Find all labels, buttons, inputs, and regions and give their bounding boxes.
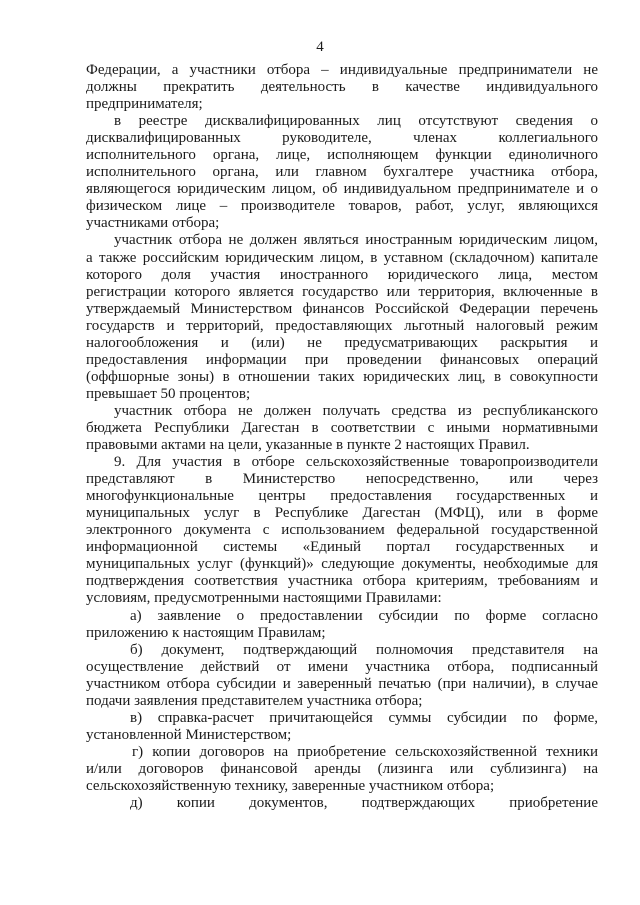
document-body bbox=[86, 62, 598, 812]
text-line: государств и территорий, предоставляющих льготный налоговый режим bbox=[86, 317, 598, 334]
text-line: в) справка-расчет причитающейся суммы субсидии по форме, bbox=[130, 709, 598, 726]
text-line: которого доля участия иностранного юридического лица, местом bbox=[86, 266, 598, 283]
text-line: представляют в Министерство непосредственно, или через bbox=[86, 471, 598, 488]
text-line: д) копии документов, подтверждающих приобретение bbox=[130, 795, 598, 812]
text-line: бюджета Республики Дагестан в соответствии с иными нормативными bbox=[86, 419, 598, 436]
text-line: налогообложения и (или) не предусматривающих раскрытия и bbox=[86, 334, 598, 351]
text-line: установленной Министерством; bbox=[86, 726, 292, 743]
text-line: участник отбора не должен являться иностранным юридическим лицом, bbox=[114, 232, 598, 249]
text-line: сельскохозяйственную технику, заверенные участником отбора; bbox=[86, 777, 495, 794]
text-line: предоставления информации при проведении финансовых операций bbox=[86, 351, 598, 368]
text-line: дисквалифицированных руководителе, членах коллегиального bbox=[86, 130, 598, 147]
text-line: исполнительного органа, лице, исполняющем функции единоличного bbox=[86, 147, 598, 164]
text-line: участником отбора субсидии и заверенный печатью (при наличии), в случае bbox=[86, 675, 598, 692]
text-line: муниципальных услуг в Республике Дагестан (МФЦ), или в форме bbox=[86, 505, 598, 522]
text-line: (оффшорные зоны) в отношении таких юридических лиц, в совокупности bbox=[86, 368, 598, 385]
text-line: правовыми актами на цели, указанные в пункте 2 настоящих Правил. bbox=[86, 437, 530, 454]
text-line: муниципальных услуг (функций)» следующие документы, необходимые для bbox=[86, 556, 598, 573]
text-line: а) заявление о предоставлении субсидии по форме согласно bbox=[130, 607, 598, 624]
text-line: подачи заявления представителем участника отбора; bbox=[86, 692, 423, 709]
text-line: предпринимателя; bbox=[86, 96, 203, 113]
text-line: б) документ, подтверждающий полномочия представителя на bbox=[130, 641, 598, 658]
text-line: регистрации которого является государство или территория, включенные в bbox=[86, 283, 598, 300]
text-line: физическом лице – производителе товаров, работ, услуг, являющихся bbox=[86, 198, 598, 215]
text-line: и/или договоров финансовой аренды (лизинга или сублизинга) на bbox=[86, 760, 598, 777]
text-line: являющегося юридическим лицом, об индивидуальном предпринимателе и о bbox=[86, 181, 598, 198]
text-line: электронного документа с использованием федеральной государственной bbox=[86, 522, 598, 539]
text-line: информационной системы «Единый портал государственных и bbox=[86, 539, 598, 556]
page-number: 4 bbox=[316, 39, 324, 55]
text-line: исполнительного органа, или главном бухгалтере участника отбора, bbox=[86, 164, 598, 181]
text-line: а также российским юридическим лицом, в уставном (складочном) капитале bbox=[86, 249, 598, 266]
text-line: утверждаемый Министерством финансов Российской Федерации перечень bbox=[86, 300, 598, 317]
text-line: приложению к настоящим Правилам; bbox=[86, 624, 326, 641]
text-line: участник отбора не должен получать средства из республиканского bbox=[114, 402, 598, 419]
text-line: Федерации, а участники отбора – индивидуальные предприниматели не bbox=[86, 62, 598, 78]
text-line: условиям, предусмотренными настоящими Правилами: bbox=[86, 590, 442, 607]
text-line: осуществление действий от имени участника отбора, подписанный bbox=[86, 658, 598, 675]
text-line: превышает 50 процентов; bbox=[86, 385, 251, 402]
text-line: в реестре дисквалифицированных лиц отсутствуют сведения о bbox=[114, 113, 598, 130]
text-line: участниками отбора; bbox=[86, 215, 220, 232]
text-line: г) копии договоров на приобретение сельскохозяйственной техники bbox=[132, 743, 598, 760]
text-line: 9. Для участия в отборе сельскохозяйственные товаропроизводители bbox=[114, 454, 598, 471]
text-line: должны прекратить деятельность в качестве индивидуального bbox=[86, 79, 598, 96]
text-line: многофункциональные центры предоставления государственных и bbox=[86, 488, 598, 505]
text-line: подтверждения соответствия участника отбора критериям, требованиям и bbox=[86, 573, 598, 590]
